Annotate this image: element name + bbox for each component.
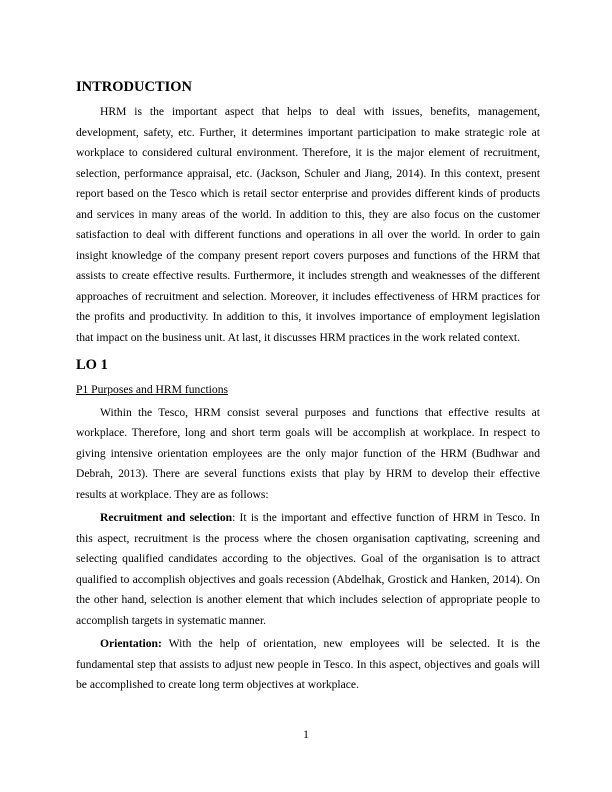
- orientation-paragraph: [76, 634, 540, 696]
- introduction-heading: INTRODUCTION: [76, 79, 193, 95]
- orientation-term: Orientation:: [100, 637, 162, 650]
- recruitment-paragraph: [76, 508, 540, 631]
- introduction-paragraph: HRM is the important aspect that helps to deal with issues, benefits, management, development, safety, etc. Further, it determines important participation to make strategic role at workplace to considered cultural environment. Therefore, it is the major element of recruitment, selection, performance appraisal, etc. (Jackson, Schuler and Jiang, 2014). In this context, present report based on the Tesco which is retail sector enterprise and provides different kinds of products and services in many areas of the world. In addition to this, they are also focus on the customer satisfaction to deal with different functions and operations in all over the world. In order to gain insight knowledge of the company present report covers purposes and functions of the HRM that assists to create effective results. Furthermore, it includes strength and weaknesses of the different approaches of recruitment and selection. Moreover, it includes effectiveness of HRM practices for the profits and productivity. In addition to this, it involves importance of employment legislation that impact on the business unit. At last, it discusses HRM practices in the work related context.: [76, 105, 540, 344]
- p1-subheading: P1 Purposes and HRM functions: [76, 383, 229, 396]
- lo1-heading: LO 1: [76, 357, 108, 373]
- orientation-text: With the help of orientation, new employees will be selected. It is the fundamental step that assists to adjust new people in Tesco. In this aspect, objectives and goals will be accomplished to create long term objectives at workplace.: [76, 637, 540, 691]
- page-number: 1: [303, 728, 309, 741]
- p1-paragraph: Within the Tesco, HRM consist several purposes and functions that effective results at workplace. Therefore, long and short term goals will be accomplish at workplace. In respect to giving intensive orientation employees are the only major function of the HRM (Budhwar and Debrah, 2013). There are several functions exists that play by HRM to develop their effective results at workplace. They are as follows:: [76, 405, 540, 501]
- recruitment-term: Recruitment and selection: [100, 511, 233, 524]
- recruitment-text: : It is the important and effective function of HRM in Tesco. In this aspect, recruitment is the process where the chosen organisation captivating, screening and selecting qualified candidates according to the objectives. Goal of the organisation is to attract qualified to accomplish objectives and goals recession (Abdelhak, Grostick and Hanken, 2014). On the other hand, selection is another element that which includes selection of appropriate people to accomplish targets in systematic manner.: [76, 511, 540, 627]
- document-page: [76, 78, 540, 696]
